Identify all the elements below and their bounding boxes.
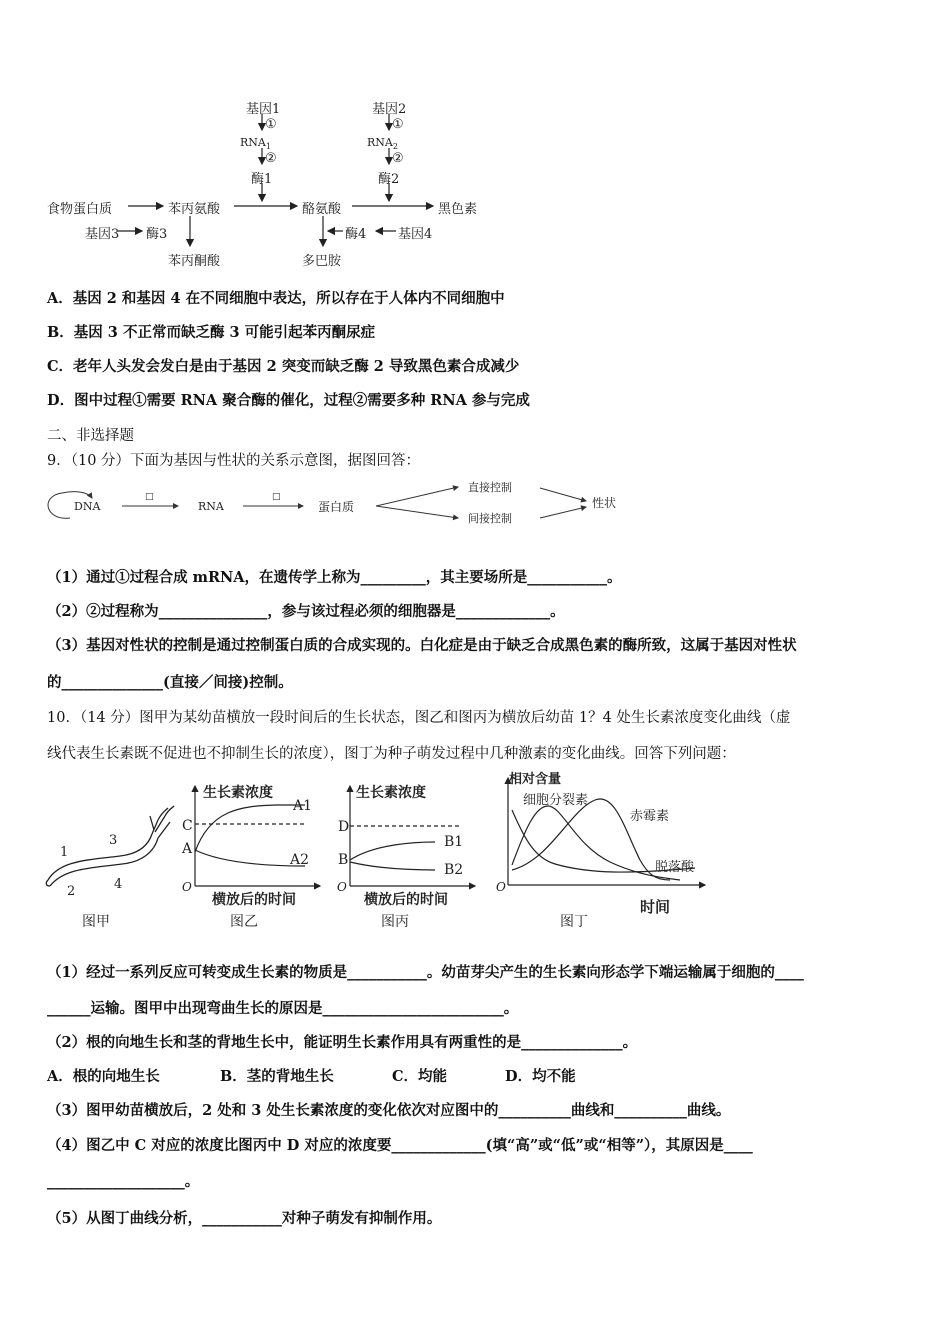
q9-part1: （1）通过①过程合成 mRNA，在遗传学上称为_________，其主要场所是___________。 [47,569,622,586]
fig-bing-b: B [338,852,349,868]
point-4-label: 4 [114,877,123,892]
process1b-label: ① [392,117,404,132]
phenylpyruvate-label: 苯丙酮酸 [168,254,221,269]
fig-yi-a1: A1 [293,798,313,814]
q9-part2: （2）②过程称为_______________，参与该过程必须的细胞器是_____________。 [47,603,565,620]
gibberellin-label: 赤霉素 [630,809,670,824]
enzyme3-label: 酶3 [146,227,168,242]
curve-a1 [195,805,305,852]
fig-ding-origin: O [496,880,506,894]
q10-part5: （5）从图丁曲线分析，___________对种子萌发有抑制作用。 [47,1210,442,1227]
q10-stem-b: 线代表生长素既不促进也不抑制生长的浓度），图丁为种子萌发过程中几种激素的变化曲线。回答下列问题： [47,746,736,762]
aba-label: 脱落酸 [655,860,695,875]
food-protein-label: 食物蛋白质 [47,202,113,217]
fig-bing-b2: B2 [444,862,464,878]
q10-option-a: A．根的向地生长 [47,1068,160,1085]
q9-stem: 9．（10 分）下面为基因与性状的关系示意图，据图回答： [47,453,421,469]
point-1-label: 1 [60,845,69,860]
indirect-control-label: 间接控制 [468,512,512,525]
dna-label: DNA [74,500,101,513]
q9-part3a: （3）基因对性状的控制是通过控制蛋白质的合成实现的。白化症是由于缺乏合成黑色素的酶所致，这属于基因对性状 [47,637,797,654]
curve-b1 [350,842,435,860]
protein-label: 蛋白质 [318,500,355,514]
fig-yi-c: C [182,818,193,834]
fig-yi-origin: O [182,880,192,894]
gene3-label: 基因3 [85,227,120,242]
q10-part4b: ___________________。 [47,1173,200,1190]
fig-bing-b1: B1 [444,834,464,850]
fig-jia-caption: 图甲 [82,914,110,930]
process1-label: ① [265,117,277,132]
fig-yi-caption: 图乙 [230,914,258,930]
option-b: B．基因 3 不正常而缺乏酶 3 可能引起苯丙酮尿症 [47,324,376,341]
fig-bing-caption: 图丙 [381,914,409,930]
tyrosine-label: 酪氨酸 [302,202,342,217]
enzyme2-label: 酶2 [378,172,400,187]
q10-part1a: （1）经过一系列反应可转变成生长素的物质是___________。幼苗芽尖产生的生长素向形态学下端运输属于细胞的____ [47,964,804,981]
direct-control-label: 直接控制 [468,481,512,494]
gene1-label: 基因1 [246,102,281,117]
fig-yi-a: A [182,841,193,857]
q10-stem-a: 10．（14 分）图甲为某幼苗横放一段时间后的生长状态，图乙和图丙为横放后幼苗 1？4 处生长素浓度变化曲线（虚 [47,710,791,726]
q10-part1b: ______运输。图甲中出现弯曲生长的原因是_________________________。 [47,1000,519,1017]
process2b-label: ② [392,151,404,166]
process2-label: ② [265,151,277,166]
pathway-arrows [0,0,500,280]
process-box-1: □ [145,492,154,502]
q10-part4a: （4）图乙中 C 对应的浓度比图丙中 D 对应的浓度要_____________(填“高”或“低”或“相等”），其原因是____ [47,1137,753,1154]
process-box-2: □ [272,492,281,502]
option-c: C．老年人头发会发白是由于基因 2 突变而缺乏酶 2 导致黑色素合成减少 [47,358,520,375]
dopamine-label: 多巴胺 [302,254,342,269]
trait-label: 性状 [592,496,617,510]
fig-bing-origin: O [337,880,347,894]
option-a: A．基因 2 和基因 4 在不同细胞中表达，所以存在于人体内不同细胞中 [47,290,505,307]
curve-a2 [195,850,305,866]
q10-part3: （3）图甲幼苗横放后，2 处和 3 处生长素浓度的变化依次对应图中的__________曲线和__________曲线。 [47,1102,731,1119]
fig-yi-a2: A2 [290,852,310,868]
fig-ding-ylabel: 相对含量 [509,772,562,787]
q10-part2: （2）根的向地生长和茎的背地生长中，能证明生长素作用具有两重性的是______________。 [47,1034,638,1051]
section-title: 二、非选择题 [47,428,134,444]
q9-part3b: 的______________(直接／间接)控制。 [47,674,293,691]
fig-yi-xlabel: 横放后的时间 [212,892,296,908]
gene2-label: 基因2 [372,102,407,117]
fig-bing-d: D [338,819,350,835]
gene4-label: 基因4 [398,227,433,242]
fig-ding-caption: 图丁 [560,914,588,930]
fig-yi-ylabel: 生长素浓度 [203,785,273,801]
fig-ding-xlabel: 时间 [640,898,671,916]
option-d: D．图中过程①需要 RNA 聚合酶的催化，过程②需要多种 RNA 参与完成 [47,392,530,409]
enzyme4-label: 酶4 [345,227,367,242]
enzyme1-label: 酶1 [251,172,273,187]
fig-bing-xlabel: 横放后的时间 [364,892,448,908]
melanin-label: 黑色素 [438,202,478,217]
curve-b2 [350,862,435,870]
rna-label: RNA [198,500,224,513]
phenylalanine-label: 苯丙氨酸 [168,202,221,217]
point-2-label: 2 [67,884,76,899]
rna2-label: $RNA_2$ [367,136,398,152]
q10-option-c: C．均能 [392,1068,448,1085]
cytokinin-label: 细胞分裂素 [523,793,589,808]
rna1-label: $RNA_1$ [240,136,271,152]
fig-bing-ylabel: 生长素浓度 [356,785,426,801]
point-3-label: 3 [109,833,118,848]
q10-option-d: D．均不能 [505,1068,576,1085]
q10-option-b: B．茎的背地生长 [220,1068,334,1085]
